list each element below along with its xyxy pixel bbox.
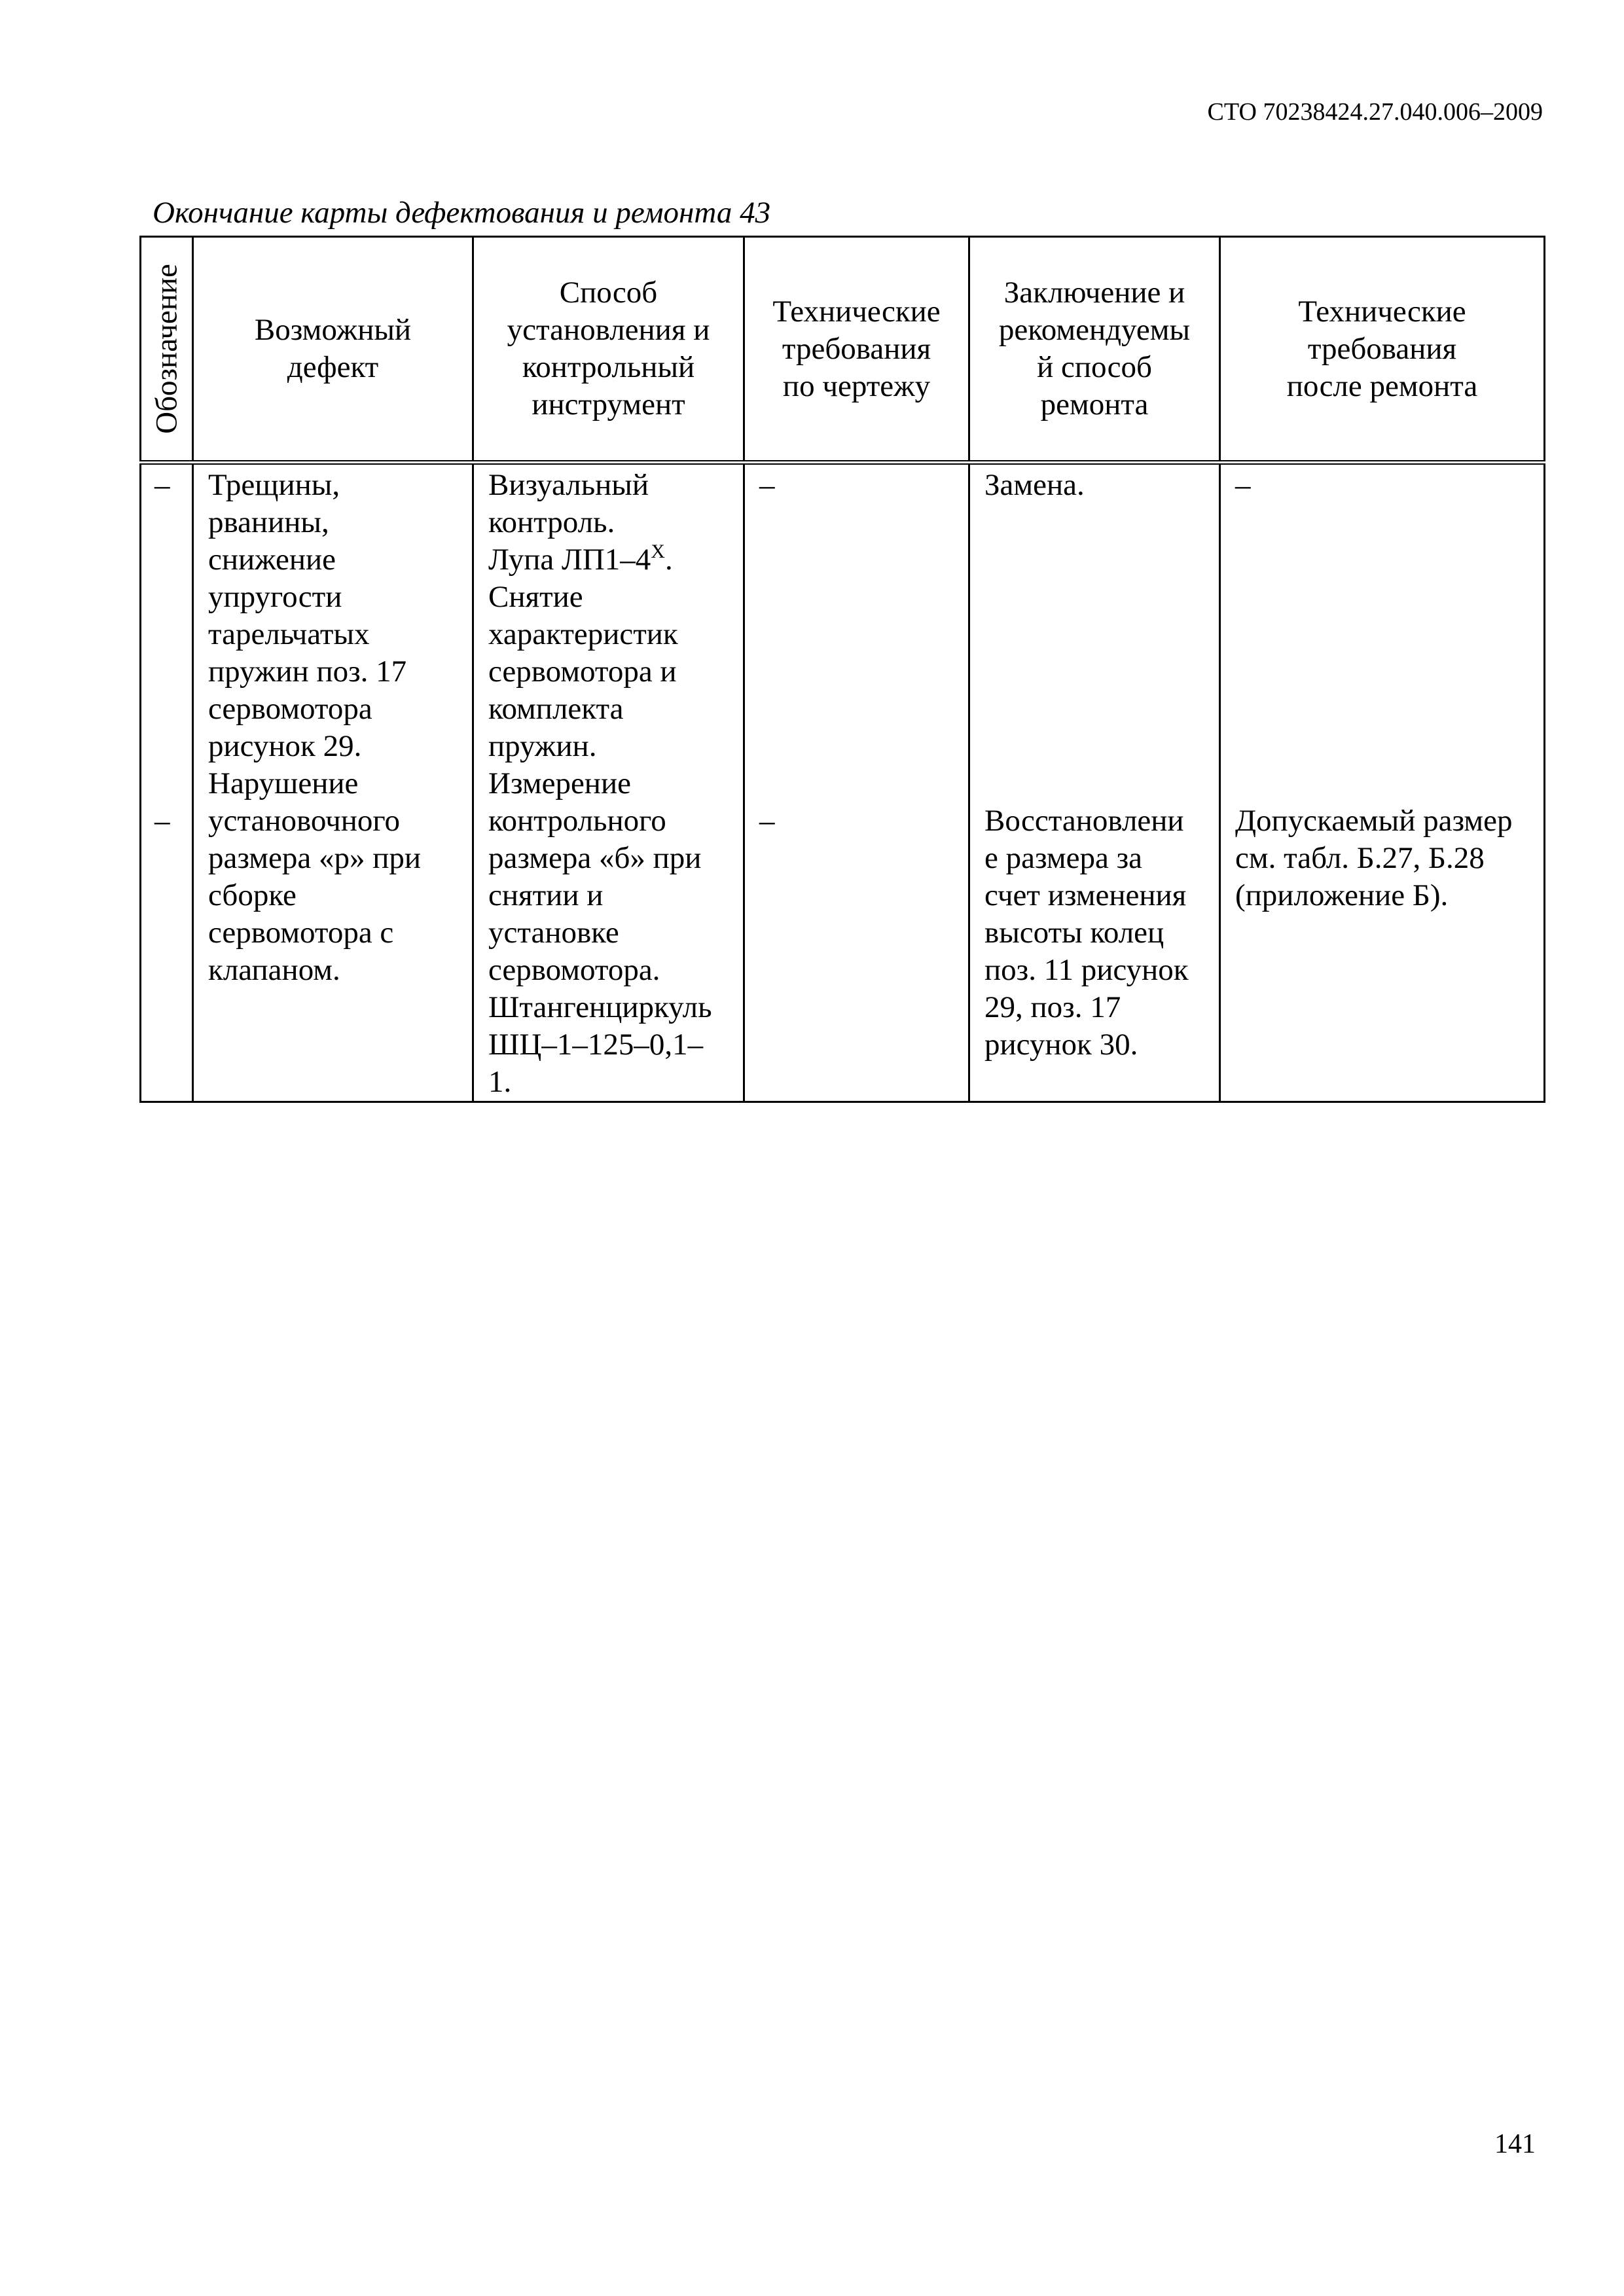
cell-post-repair-requirements: – Допускаемый размер см. табл. Б.27, Б.28 (приложение Б). (1220, 463, 1545, 1102)
page-number: 141 (1494, 2129, 1536, 2159)
column-header-defect: Возможный дефект (193, 237, 473, 463)
document-code: СТО 70238424.27.040.006–2009 (1207, 98, 1543, 126)
cell-designation: – – (141, 463, 193, 1102)
cell-drawing-requirements: – – (744, 463, 969, 1102)
table-row (141, 463, 1545, 1102)
column-header-detection-method: Способ установления и контрольный инструмент (473, 237, 744, 463)
table-header-row (141, 237, 1545, 463)
defect-repair-table (139, 236, 1545, 1103)
cell-conclusion: Замена. Восстановлени е размера за счет изменения высоты колец поз. 11 рисунок 29, поз. 17 рисунок 30. (969, 463, 1220, 1102)
cell-detection-method: Визуальный контроль. Лупа $ЛП1-4^Х$. Снятие характеристик сервомотора и комплекта пружин. Измерение контрольного размера «б» при снятии и установке сервомотора. Штангенциркуль ШЦ–1–125–0,1– 1. (473, 463, 744, 1102)
table-caption: Окончание карты дефектования и ремонта 43 (153, 196, 771, 230)
column-header-designation: Обозначение (141, 237, 193, 463)
cell-defect: Трещины, рванины, снижение упругости тарельчатых пружин поз. 17 сервомотора рисунок 29. Нарушение установочного размера «р» при сборке сервомотора с клапаном. (193, 463, 473, 1102)
column-header-post-repair-requirements: Технические требования после ремонта (1220, 237, 1545, 463)
magnifier-line: Лупа $ЛП1-4^Х$. (488, 541, 673, 577)
column-header-drawing-requirements: Технические требования по чертежу (744, 237, 969, 463)
column-header-conclusion: Заключение и рекомендуемы й способ ремонта (969, 237, 1220, 463)
